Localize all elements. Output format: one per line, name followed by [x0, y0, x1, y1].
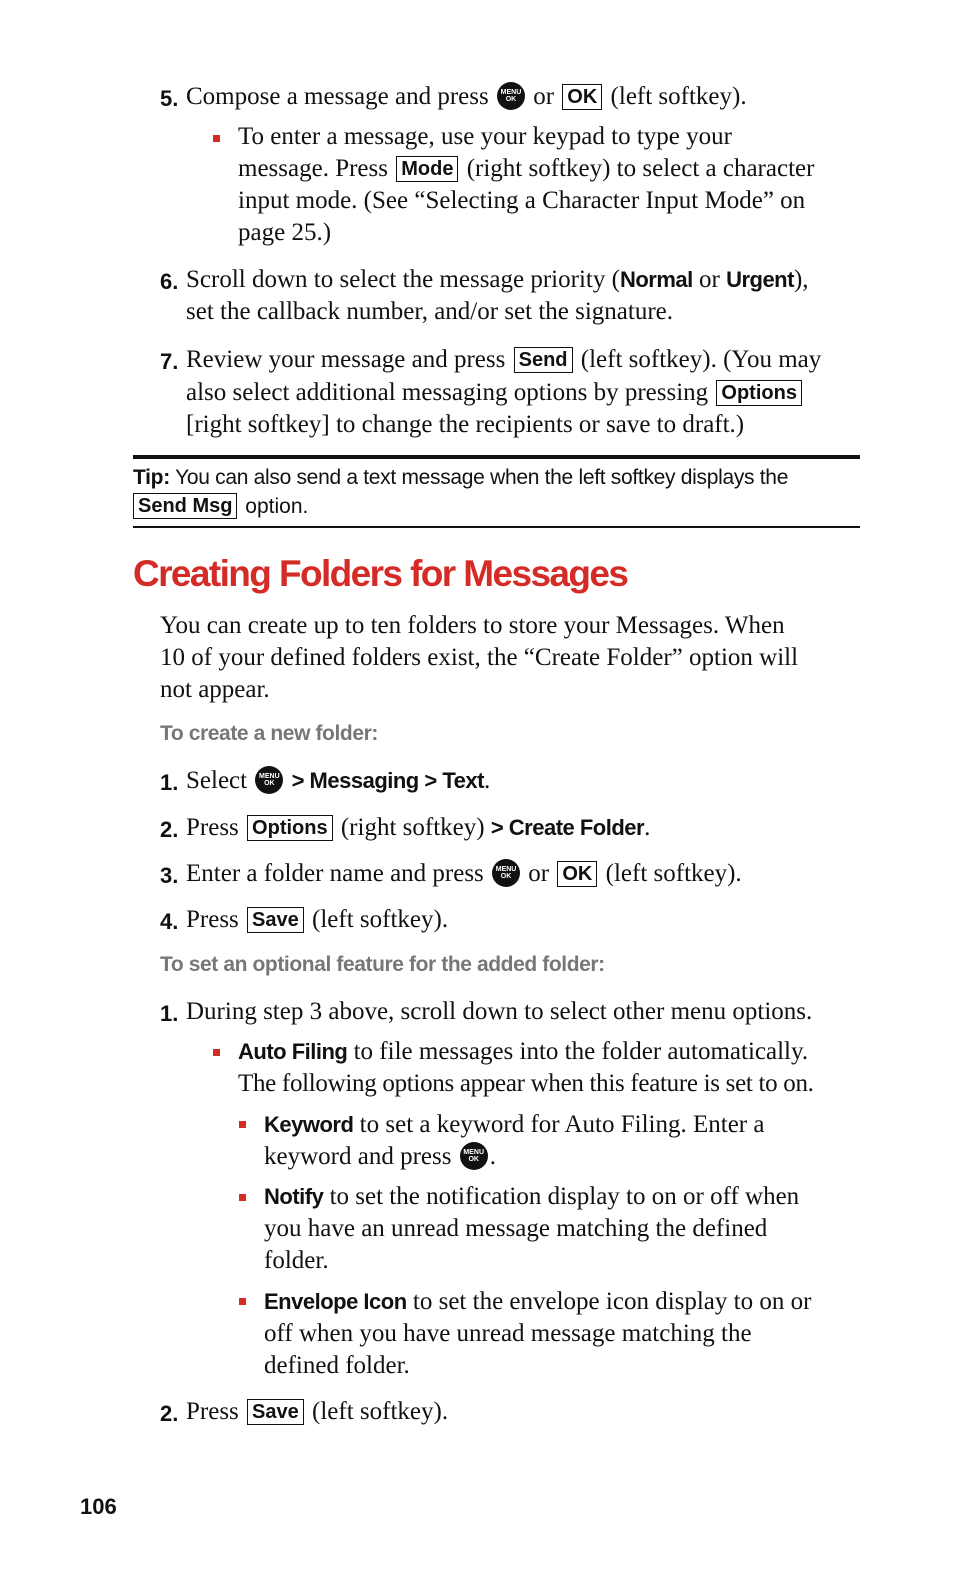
text: or — [533, 83, 555, 110]
bullet-icon — [213, 135, 220, 142]
term-notify: Notify — [264, 1184, 324, 1209]
softkey-save: Save — [247, 907, 304, 933]
step-number: 2. — [160, 817, 179, 842]
menu-path: > Messaging > Text — [291, 768, 484, 793]
step-number: 1. — [160, 770, 179, 795]
bullet-text: page 25.) — [238, 219, 332, 246]
intro-text: You can create up to ten folders to store your Messages. When — [160, 612, 785, 639]
softkey-ok: OK — [557, 861, 597, 887]
text: (left softkey). — [610, 83, 747, 110]
bullet-icon — [213, 1049, 220, 1056]
step-6-text: Scroll down to select the message priority (Normal or Urgent), — [186, 266, 809, 293]
notify-text: Notify to set the notification display to on or off when — [264, 1183, 800, 1210]
bullet-icon — [239, 1298, 246, 1305]
term-envelope-icon: Envelope Icon — [264, 1289, 407, 1314]
tip-bottom-rule — [133, 526, 860, 528]
menu-ok-key-icon: MENU OK — [255, 766, 283, 794]
intro-text: 10 of your defined folders exist, the “Create Folder” option will — [160, 644, 799, 671]
create-step-4: Press Save (left softkey). — [186, 906, 449, 933]
softkey-send-msg: Send Msg — [133, 493, 237, 519]
step-5-text — [186, 81, 747, 113]
envelope-icon-text: Envelope Icon to set the envelope icon display to on or — [264, 1288, 812, 1315]
tip-label: Tip: — [133, 466, 170, 489]
create-step-1: Select MENU OK > Messaging > Text. — [186, 767, 491, 794]
envelope-icon-text: defined folder. — [264, 1352, 410, 1379]
step-7-text: [right softkey] to change the recipients or save to draft.) — [186, 411, 745, 438]
section-heading: Creating Folders for Messages — [133, 553, 628, 594]
subheading-optional: To set an optional feature for the added folder: — [160, 953, 605, 976]
option-normal: Normal — [619, 267, 693, 292]
option-urgent: Urgent — [726, 267, 794, 292]
subheading-create: To create a new folder: — [160, 722, 378, 745]
optional-step-2: Press Save (left softkey). — [186, 1398, 449, 1425]
step-number: 3. — [160, 863, 179, 888]
step-6-text: set the callback number, and/or set the signature. — [186, 298, 674, 325]
envelope-icon-text: off when you have unread message matching the — [264, 1320, 752, 1347]
bullet-icon — [239, 1121, 246, 1128]
step-number: 4. — [160, 909, 179, 934]
softkey-options: Options — [716, 380, 802, 406]
optional-step-1: During step 3 above, scroll down to select other menu options. — [186, 998, 813, 1025]
auto-filing-text: Auto Filing to file messages into the folder automatically. — [238, 1038, 809, 1065]
create-step-3: Enter a folder name and press MENU OK or OK (left softkey). — [186, 860, 742, 887]
intro-text: not appear. — [160, 676, 270, 703]
text: Compose a message and press — [186, 83, 489, 110]
step-number: 1. — [160, 1001, 179, 1026]
bullet-text: To enter a message, use your keypad to type your — [238, 123, 732, 150]
menu-ok-key-icon: MENU OK — [497, 82, 525, 110]
tip-text: Send Msg option. — [133, 492, 308, 521]
softkey-send: Send — [514, 347, 573, 373]
softkey-save: Save — [247, 1399, 304, 1425]
keyword-text: Keyword to set a keyword for Auto Filing. Enter a — [264, 1111, 765, 1138]
step-number: 6. — [160, 269, 179, 294]
notify-text: folder. — [264, 1247, 329, 1274]
softkey-mode: Mode — [396, 156, 458, 182]
auto-filing-text: The following options appear when this feature is set to on. — [238, 1070, 814, 1097]
tip-top-rule — [133, 455, 860, 459]
notify-text: you have an unread message matching the defined — [264, 1215, 768, 1242]
step-7-text: Review your message and press Send (left softkey). (You may — [186, 346, 822, 373]
step-number: 5. — [160, 86, 179, 111]
step-7-text: also select additional messaging options by pressing Options — [186, 377, 804, 409]
bullet-text: message. Press Mode (right softkey) to select a character — [238, 155, 815, 182]
menu-path: > Create Folder — [490, 815, 645, 840]
create-step-2: Press Options (right softkey) > Create Folder. — [186, 814, 651, 841]
bullet-icon — [239, 1194, 246, 1201]
softkey-ok: OK — [562, 84, 602, 110]
tip-text: Tip: You can also send a text message when the left softkey displays the — [133, 466, 789, 489]
softkey-options: Options — [247, 815, 333, 841]
menu-ok-key-icon: MENU OK — [460, 1142, 488, 1170]
term-keyword: Keyword — [264, 1112, 354, 1137]
keyword-text: keyword and press MENU OK . — [264, 1143, 496, 1170]
page-number: 106 — [80, 1494, 117, 1519]
step-number: 2. — [160, 1401, 179, 1426]
step-number: 7. — [160, 349, 179, 374]
bullet-text: input mode. (See “Selecting a Character Input Mode” on — [238, 187, 806, 214]
term-auto-filing: Auto Filing — [238, 1039, 348, 1064]
menu-ok-key-icon: MENU OK — [492, 859, 520, 887]
